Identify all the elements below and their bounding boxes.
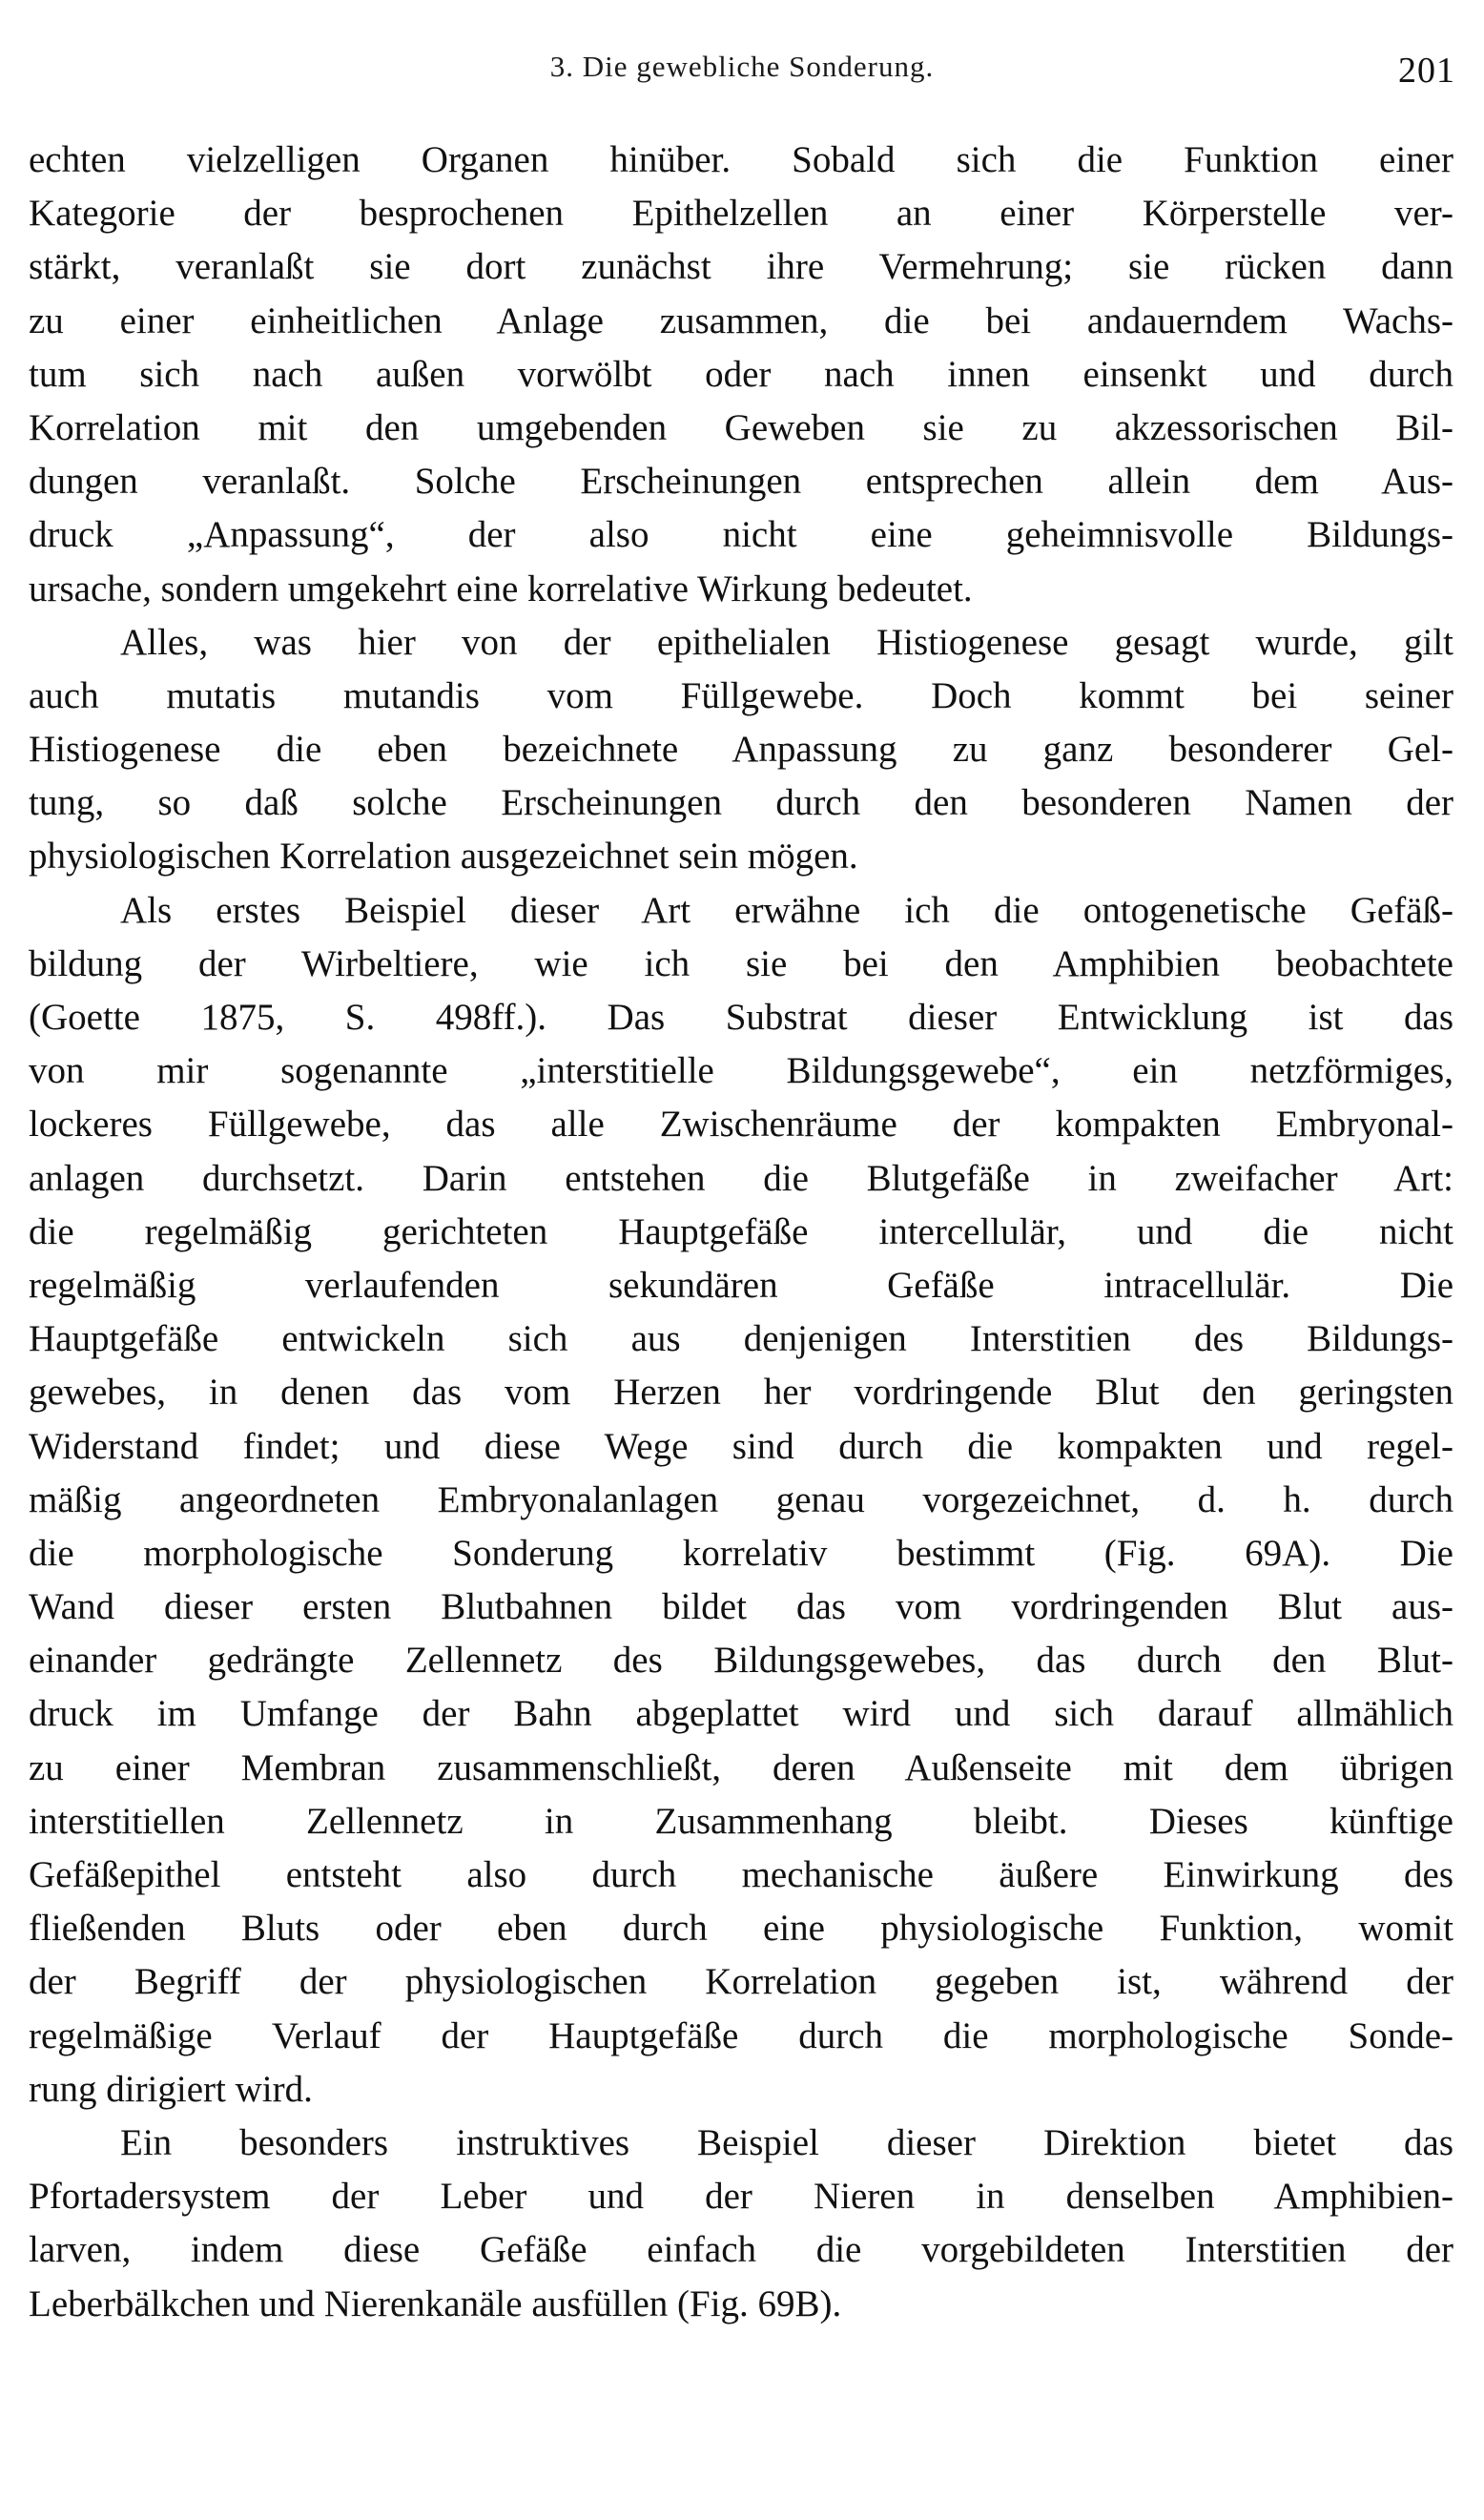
text-line: larven, indem diese Gefäße einfach die vorgebildeten Interstitien der xyxy=(29,2229,1453,2271)
text-line: Widerstand findet; und diese Wege sind durch die kompakten und regel- xyxy=(29,1425,1453,1467)
text-line: zu einer Membran zusammenschließt, deren Außenseite mit dem übrigen xyxy=(29,1746,1453,1788)
text-line: Wand dieser ersten Blutbahnen bildet das vom vordringenden Blut aus- xyxy=(29,1586,1453,1628)
paragraph xyxy=(29,2117,1453,2331)
text-line: dungen veranlaßt. Solche Erscheinungen entsprechen allein dem Aus- xyxy=(29,461,1453,503)
text-line: druck im Umfange der Bahn abgeplattet wird und sich darauf allmählich xyxy=(29,1693,1453,1735)
text-line: echten vielzelligen Organen hinüber. Sobald sich die Funktion einer xyxy=(29,139,1453,180)
text-line: (Goette 1875, S. 498ff.). Das Substrat dieser Entwicklung ist das xyxy=(29,997,1453,1038)
text-line: die morphologische Sonderung korrelativ bestimmt (Fig. 69A). Die xyxy=(29,1532,1453,1574)
text-line: fließenden Bluts oder eben durch eine physiologische Funktion, womit xyxy=(29,1908,1453,1950)
text-line: Korrelation mit den umgebenden Geweben sie zu akzessorischen Bil- xyxy=(29,406,1453,448)
text-line: Pfortadersystem der Leber und der Nieren in denselben Amphibien- xyxy=(29,2176,1453,2218)
paragraph xyxy=(29,616,1453,884)
text-line: einander gedrängte Zellennetz des Bildungsgewebes, das durch den Blut- xyxy=(29,1640,1453,1682)
text-line: Gefäßepithel entsteht also durch mechanische äußere Einwirkung des xyxy=(29,1854,1453,1895)
text-line: ursache, sondern umgekehrt eine korrelative Wirkung bedeutet. xyxy=(29,568,973,609)
running-head xyxy=(29,50,1455,107)
text-line: zu einer einheitlichen Anlage zusammen, die bei andauerndem Wachs- xyxy=(29,300,1453,341)
page-number: 201 xyxy=(1398,51,1455,91)
text-line: Histiogenese die eben bezeichnete Anpassung zu ganz besonderer Gel- xyxy=(29,729,1453,771)
text-line: Hauptgefäße entwickeln sich aus denjenigen Interstitien des Bildungs- xyxy=(29,1318,1453,1360)
text-line: lockeres Füllgewebe, das alle Zwischenräume der kompakten Embryonal- xyxy=(29,1104,1453,1146)
text-line: von mir sogenannte „interstitielle Bildungsgewebe“, ein netzförmiges, xyxy=(29,1050,1453,1092)
running-title: 3. Die gewebliche Sonderung. xyxy=(549,50,935,83)
text-line: regelmäßige Verlauf der Hauptgefäße durch die morphologische Sonde- xyxy=(29,2014,1453,2056)
text-line: bildung der Wirbeltiere, wie ich sie bei den Amphibien beobachtete xyxy=(29,942,1453,984)
text-line: druck „Anpassung“, der also nicht eine geheimnisvolle Bildungs- xyxy=(29,514,1453,556)
text-line: Alles, was hier von der epithelialen Histiogenese gesagt wurde, gilt xyxy=(120,621,1453,663)
text-line: physiologischen Korrelation ausgezeichnet sein mögen. xyxy=(29,836,858,878)
text-line: die regelmäßig gerichteten Hauptgefäße intercellulär, und die nicht xyxy=(29,1210,1453,1252)
paragraph xyxy=(29,134,1453,616)
text-line: tum sich nach außen vorwölbt oder nach innen einsenkt und durch xyxy=(29,353,1453,395)
text-line: interstitiellen Zellennetz in Zusammenhang bleibt. Dieses künftige xyxy=(29,1800,1453,1842)
text-line: rung dirigiert wird. xyxy=(29,2068,313,2110)
body-text xyxy=(29,134,1453,2331)
text-line: gewebes, in denen das vom Herzen her vordringende Blut den geringsten xyxy=(29,1372,1453,1414)
text-line: regelmäßig verlaufenden sekundären Gefäße intracellulär. Die xyxy=(29,1264,1453,1306)
text-line: der Begriff der physiologischen Korrelation gegeben ist, während der xyxy=(29,1961,1453,2003)
text-line: Leberbälkchen und Nierenkanäle ausfüllen (Fig. 69B). xyxy=(29,2282,842,2324)
text-line: Als erstes Beispiel dieser Art erwähne ich die ontogenetische Gefäß- xyxy=(120,889,1453,931)
text-line: auch mutatis mutandis vom Füllgewebe. Doch kommt bei seiner xyxy=(29,674,1453,716)
text-line: Kategorie der besprochenen Epithelzellen an einer Körperstelle ver- xyxy=(29,193,1453,235)
text-line: mäßig angeordneten Embryonalanlagen genau vorgezeichnet, d. h. durch xyxy=(29,1478,1453,1520)
paragraph xyxy=(29,884,1453,2117)
text-line: tung, so daß solche Erscheinungen durch den besonderen Namen der xyxy=(29,782,1453,824)
text-line: anlagen durchsetzt. Darin entstehen die Blutgefäße in zweifacher Art: xyxy=(29,1157,1453,1199)
text-line: Ein besonders instruktives Beispiel dieser Direktion bietet das xyxy=(120,2121,1453,2163)
text-line: stärkt, veranlaßt sie dort zunächst ihre Vermehrung; sie rücken dann xyxy=(29,246,1453,288)
